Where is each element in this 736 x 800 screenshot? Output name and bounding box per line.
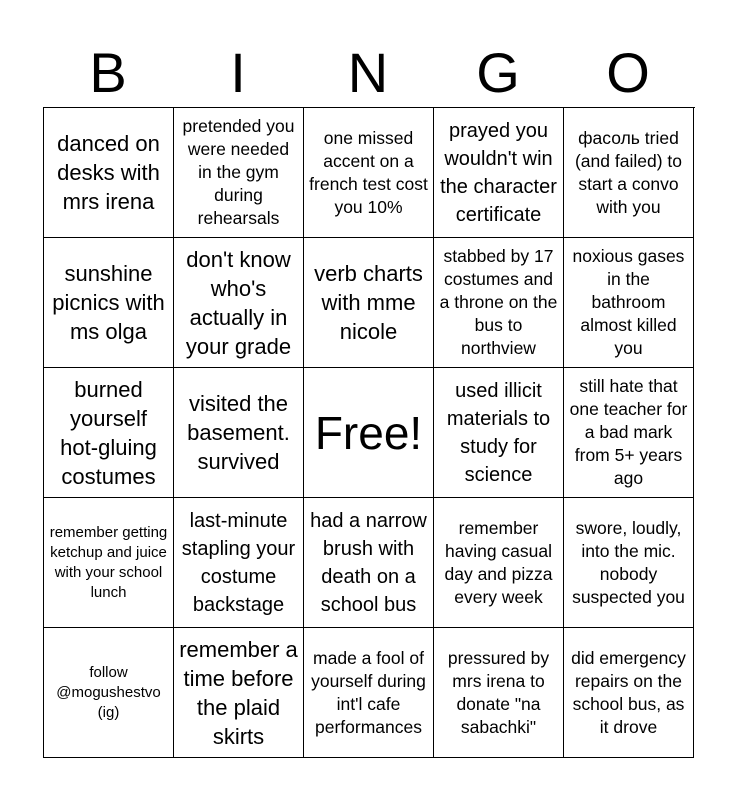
bingo-cell[interactable]: had a narrow brush with death on a school bus bbox=[304, 498, 434, 628]
bingo-cell[interactable]: sunshine picnics with ms olga bbox=[44, 238, 174, 368]
bingo-cell[interactable]: one missed accent on a french test cost you 10% bbox=[304, 108, 434, 238]
bingo-header bbox=[43, 40, 693, 106]
free-space-cell[interactable]: Free! bbox=[304, 368, 434, 498]
bingo-cell[interactable]: stabbed by 17 costumes and a throne on the bus to northview bbox=[434, 238, 564, 368]
header-letter-b: B bbox=[89, 41, 127, 104]
bingo-cell[interactable]: danced on desks with mrs irena bbox=[44, 108, 174, 238]
bingo-cell[interactable]: verb charts with mme nicole bbox=[304, 238, 434, 368]
header-letter-o: O bbox=[606, 41, 650, 104]
bingo-cell[interactable]: burned yourself hot-gluing costumes bbox=[44, 368, 174, 498]
bingo-cell[interactable]: did emergency repairs on the school bus, as it drove bbox=[564, 628, 694, 758]
bingo-cell[interactable]: remember a time before the plaid skirts bbox=[174, 628, 304, 758]
header-letter-i: I bbox=[230, 41, 246, 104]
bingo-cell[interactable]: don't know who's actually in your grade bbox=[174, 238, 304, 368]
header-letter-n: N bbox=[347, 41, 389, 104]
bingo-cell[interactable]: follow @mogushestvo (ig) bbox=[44, 628, 174, 758]
bingo-cell[interactable]: фасоль tried (and failed) to start a convo with you bbox=[564, 108, 694, 238]
bingo-cell[interactable]: made a fool of yourself during int'l cafe performances bbox=[304, 628, 434, 758]
bingo-cell[interactable]: used illicit materials to study for science bbox=[434, 368, 564, 498]
bingo-cell[interactable]: noxious gases in the bathroom almost killed you bbox=[564, 238, 694, 368]
bingo-cell[interactable]: swore, loudly, into the mic. nobody suspected you bbox=[564, 498, 694, 628]
bingo-cell[interactable]: last-minute stapling your costume backstage bbox=[174, 498, 304, 628]
bingo-cell[interactable]: pretended you were needed in the gym during rehearsals bbox=[174, 108, 304, 238]
bingo-board bbox=[43, 107, 695, 758]
header-letter-g: G bbox=[476, 41, 520, 104]
bingo-cell[interactable]: remember having casual day and pizza every week bbox=[434, 498, 564, 628]
bingo-cell[interactable]: still hate that one teacher for a bad mark from 5+ years ago bbox=[564, 368, 694, 498]
bingo-cell[interactable]: prayed you wouldn't win the character certificate bbox=[434, 108, 564, 238]
bingo-cell[interactable]: pressured by mrs irena to donate "na sabachki" bbox=[434, 628, 564, 758]
bingo-cell[interactable]: visited the basement. survived bbox=[174, 368, 304, 498]
bingo-cell[interactable]: remember getting ketchup and juice with your school lunch bbox=[44, 498, 174, 628]
